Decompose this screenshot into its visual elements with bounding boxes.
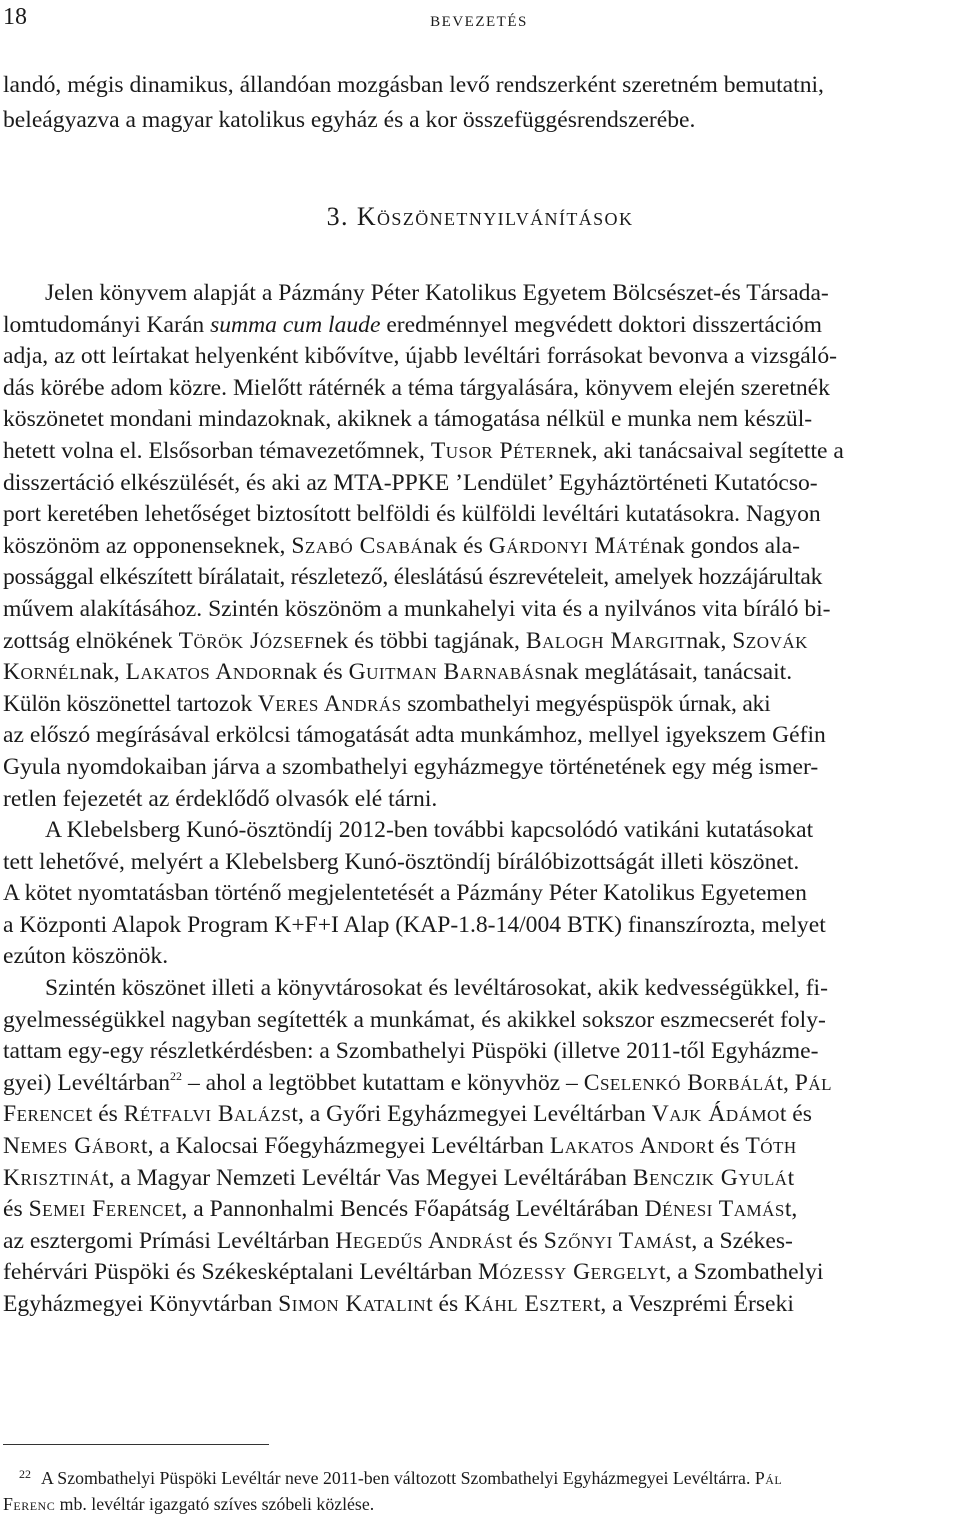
person-name: Tóth <box>745 1133 797 1160</box>
person-name: Vajk Ádámo <box>651 1101 780 1128</box>
person-name: Nemes Gábor <box>3 1133 142 1160</box>
text-line <box>3 878 955 910</box>
text-line <box>3 815 955 847</box>
italic-text: summa cum laude <box>210 311 381 338</box>
text-run: t, a Pannonhalmi Bencés Főapátság Levéltárában <box>174 1196 645 1223</box>
intro-paragraph <box>3 68 955 138</box>
text-run: a Központi Alapok Program K+F+I Alap (KAP-1.8-14/004 BTK) finanszírozta, melyet <box>3 911 826 938</box>
text-line <box>3 404 955 436</box>
text-line <box>3 341 955 373</box>
text-run: szombathelyi megyéspüspök úrnak, aki <box>401 690 771 717</box>
text-line <box>3 594 955 626</box>
text-run: t és <box>85 1101 124 1128</box>
text-run: Külön köszönettel tartozok <box>3 690 258 717</box>
text-run: dás körébe adom közre. Mielőtt rátérnék a téma tárgyalására, könyvem elején szeretnék <box>3 374 830 401</box>
text-line <box>3 1036 955 1068</box>
text-run: gyei) Levéltárban <box>3 1069 171 1096</box>
person-name: Pál <box>794 1069 833 1096</box>
footnote-line <box>3 1461 955 1491</box>
section-number: 3. <box>326 202 349 231</box>
text-line <box>3 531 955 563</box>
text-run: köszönöm az opponenseknek, <box>3 532 292 559</box>
page-number: 18 <box>3 4 27 30</box>
person-name: Szabó Csabá <box>291 532 424 559</box>
text-run: lomtudományi Karán <box>3 311 211 338</box>
section-heading <box>0 202 960 232</box>
text-run: disszertáció elkészülését, és aki az MTA-PPKE ’Lendület’ Egyháztörténeti Kutatócso- <box>3 469 818 496</box>
text-run: port keretében lehetőséget biztosított belföldi és külföldi levéltári kutatásokra. Nagyon <box>3 501 821 528</box>
text-run: az esztergomi Prímási Levéltárban <box>3 1227 336 1254</box>
text-line <box>3 910 955 942</box>
text-line <box>3 562 955 594</box>
person-name: Dénesi Tamás <box>644 1196 785 1223</box>
person-name: Simon Katalin <box>278 1291 427 1317</box>
text-run: possággal elkészített bírálatait, részletező, éleslátású észrevételeit, amelyek hozzájárultak <box>3 564 823 591</box>
person-name: Szőnyi Tamás <box>543 1227 685 1254</box>
text-line <box>3 626 955 658</box>
text-run: A Klebelsberg Kunó-ösztöndíj 2012-ben további kapcsolódó vatikáni kutatásokat <box>45 817 814 844</box>
text-run: retlen fejezetét az érdeklődő olvasók elé tárni. <box>3 785 438 812</box>
text-line <box>3 436 955 468</box>
section-title: Köszönetnyilvánítások <box>356 202 634 231</box>
text-run: Gyula nyomdokaiban járva a szombathelyi egyházmegye történetének egy még ismer- <box>3 753 819 780</box>
text-line <box>3 657 955 689</box>
text-run: t, a Veszprémi Érseki <box>593 1291 794 1317</box>
text-run: nek, aki tanácsaival segítette a <box>557 437 844 464</box>
text-run: adja, az ott leírtakat helyenként kibővítve, újabb levéltári forrásokat bevonva a vizsgáló- <box>3 343 837 370</box>
text-line <box>3 468 955 500</box>
text-line <box>3 1289 955 1321</box>
person-name: Pál <box>754 1468 783 1488</box>
text-run: Egyházmegyei Könyvtárban <box>3 1291 279 1317</box>
text-run: t <box>787 1164 795 1191</box>
text-line <box>3 1005 955 1037</box>
text-line: beleágyazva a magyar katolikus egyház és a kor összefüggésrendszerébe. <box>3 107 696 133</box>
text-line <box>3 720 955 752</box>
text-run: mb. levéltár igazgató szíves szóbeli közlése. <box>55 1494 375 1514</box>
text-run: t, <box>784 1196 798 1223</box>
text-run: t, a Székes- <box>684 1227 793 1254</box>
text-line <box>3 499 955 531</box>
person-name: Mózessy Gergely <box>477 1259 659 1286</box>
text-run: nak, <box>79 659 126 686</box>
person-name: Guitman Barnabás <box>348 659 545 686</box>
person-name: Balogh Margit <box>525 627 687 654</box>
text-run: nak és <box>423 532 489 559</box>
acknowledgements-body <box>3 278 955 1321</box>
text-line <box>3 1194 955 1226</box>
person-name: Rétfalvi Balázs <box>123 1101 292 1128</box>
text-line <box>3 752 955 784</box>
person-name: Gárdonyi Máté <box>488 532 651 559</box>
text-line <box>3 973 955 1005</box>
text-line <box>3 373 955 405</box>
person-name: Cselenkó Borbálá <box>583 1069 777 1096</box>
text-run: t, <box>776 1069 795 1096</box>
text-run: az előszó megírásával erkölcsi támogatását adta munkámhoz, mellyel igyekszem Géfin <box>3 722 826 749</box>
text-run: t és <box>707 1133 746 1160</box>
text-run: nak, <box>686 627 733 654</box>
text-line <box>3 310 955 342</box>
person-name: Török József <box>178 627 315 654</box>
text-run: A Szombathelyi Püspöki Levéltár neve 2011-ben változott Szombathelyi Egyházmegyei Levéltárra. <box>41 1468 755 1488</box>
text-run: nak gondos ala- <box>650 532 800 559</box>
text-run: A kötet nyomtatásban történő megjelentetését a Pázmány Péter Katolikus Egyetemen <box>3 880 807 907</box>
text-run: köszönetet mondani mindazoknak, akiknek a támogatása nélkül e munka nem készül- <box>3 406 813 433</box>
text-run: eredménnyel megvédett doktori disszertációm <box>380 311 823 338</box>
person-name: Semei Ference <box>28 1196 175 1223</box>
text-line <box>3 278 955 310</box>
footnote-area <box>3 1461 955 1517</box>
person-name: Lakatos Andor <box>125 659 284 686</box>
text-run: tett lehetővé, melyért a Klebelsberg Kunó-ösztöndíj bírálóbizottságát illeti köszönet. <box>3 848 800 875</box>
text-run: nak és <box>283 659 349 686</box>
footnote-divider <box>3 1444 269 1445</box>
person-name: Ferenc <box>3 1494 56 1514</box>
person-name: Benczik Gyulá <box>632 1164 788 1191</box>
person-name: Lakatos Andor <box>549 1133 708 1160</box>
running-title: bevezetés <box>430 6 528 31</box>
text-run: gyelmességükkel nagyban segítették a munkámat, és akikkel sokszor eszmecserét foly- <box>3 1006 826 1033</box>
text-run: zottság elnökének <box>3 627 179 654</box>
text-line <box>3 689 955 721</box>
text-line <box>3 1131 955 1163</box>
text-line <box>3 1068 955 1100</box>
text-line <box>3 847 955 879</box>
person-name: Hegedűs András <box>335 1227 506 1254</box>
text-run: t és <box>505 1227 544 1254</box>
text-run: és <box>3 1196 29 1223</box>
footnote-number: 22 <box>19 1467 31 1481</box>
text-run: nak meglátásait, tanácsait. <box>544 659 793 686</box>
text-run: t és <box>426 1291 465 1317</box>
text-run: hetett volna el. Elsősorban témavezetőmnek, <box>3 437 431 464</box>
text-line: landó, mégis dinamikus, állandóan mozgásban levő rendszerként szeretném bemutatni, <box>3 72 824 98</box>
text-run: fehérvári Püspöki és Székesképtalani Levéltárban <box>3 1259 478 1286</box>
footnote-line <box>3 1491 955 1517</box>
text-line <box>3 784 955 816</box>
text-run: Jelen könyvem alapját a Pázmány Péter Katolikus Egyetem Bölcsészet-és Társada- <box>45 280 829 306</box>
person-name: Tusor Péter <box>430 437 558 464</box>
person-name: Kornél <box>3 659 80 686</box>
person-name: Veres András <box>257 690 402 717</box>
text-run: művem alakításához. Szintén köszönöm a munkahelyi vita és a nyilvános vita bíráló bi- <box>3 595 831 622</box>
text-run: ezúton köszönök. <box>3 943 169 970</box>
text-run: Szintén köszönet illeti a könyvtárosokat és levéltárosokat, akik kedvességükkel, fi- <box>45 975 828 1002</box>
text-line <box>3 1257 955 1289</box>
person-name: Káhl Eszter <box>464 1291 594 1317</box>
text-line <box>3 1163 955 1195</box>
text-line <box>3 1226 955 1258</box>
text-line <box>3 1099 955 1131</box>
person-name: Krisztiná <box>3 1164 102 1191</box>
text-run: t, a Győri Egyházmegyei Levéltárban <box>291 1101 652 1128</box>
running-head <box>3 4 955 32</box>
text-run: t, a Szombathelyi <box>658 1259 824 1286</box>
footnote-reference: 22 <box>170 1068 183 1083</box>
text-line <box>3 941 955 973</box>
person-name: Szovák <box>732 627 808 654</box>
text-run: t, a Magyar Nemzeti Levéltár Vas Megyei Levéltárában <box>101 1164 633 1191</box>
text-run: t és <box>779 1101 812 1128</box>
person-name: Ference <box>3 1101 86 1128</box>
text-run: – ahol a legtöbbet kutattam e könyvhöz – <box>182 1069 584 1096</box>
text-run: tattam egy-egy részletkérdésben: a Szombathelyi Püspöki (illetve 2011-től Egyházme- <box>3 1038 819 1065</box>
text-run: t, a Kalocsai Főegyházmegyei Levéltárban <box>141 1133 550 1160</box>
text-run: nek és többi tagjának, <box>314 627 526 654</box>
